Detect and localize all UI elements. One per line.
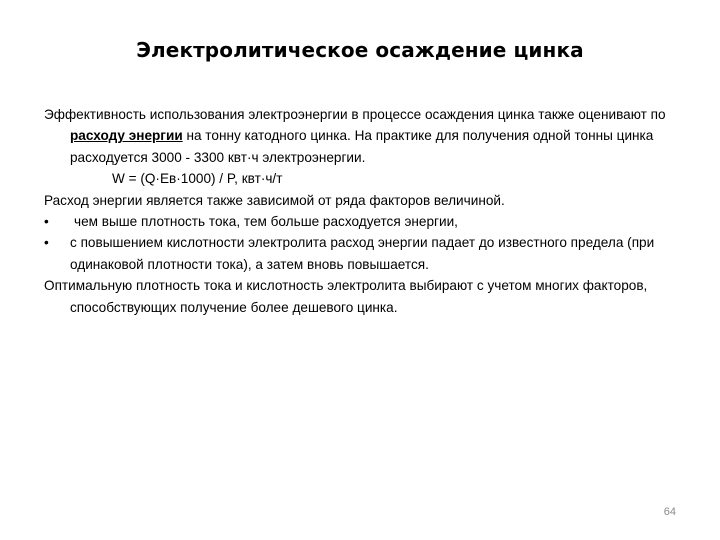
energy-consumption-emphasis: расходу энергии bbox=[70, 128, 183, 144]
bullet-marker: • bbox=[44, 214, 49, 230]
list-item bbox=[44, 211, 694, 232]
paragraph-energy-efficiency bbox=[44, 104, 694, 168]
bullet-text: чем выше плотность тока, тем больше расходуется энергии, bbox=[74, 214, 458, 230]
slide-body bbox=[44, 104, 694, 318]
paragraph-text-after: на тонну катодного цинка. На практике для получения одной тонны цинка расходуется 3000 - 3300 квт·ч электроэнергии. bbox=[70, 128, 654, 165]
bullet-marker: • bbox=[44, 235, 49, 251]
list-item bbox=[44, 232, 694, 275]
page-number: 64 bbox=[663, 506, 676, 518]
energy-formula: W = (Q·Eв·1000) / P, квт·ч/т bbox=[112, 171, 283, 187]
paragraph-factors: Расход энергии является также зависимой от ряда факторов величиной. bbox=[44, 192, 505, 208]
slide-title: Электролитическое осаждение цинка bbox=[136, 38, 584, 62]
bullet-text: с повышением кислотности электролита расход энергии падает до известного предела (при одинаковой плотности тока), а затем вновь повышается. bbox=[70, 235, 655, 272]
paragraph-text-before: Эффективность использования электроэнергии в процессе осаждения цинка также оценивают по bbox=[44, 107, 666, 122]
paragraph-optimal-conditions: Оптимальную плотность тока и кислотность электролита выбирают с учетом многих факторов, способствующих получение более дешевого цинка. bbox=[44, 278, 648, 315]
